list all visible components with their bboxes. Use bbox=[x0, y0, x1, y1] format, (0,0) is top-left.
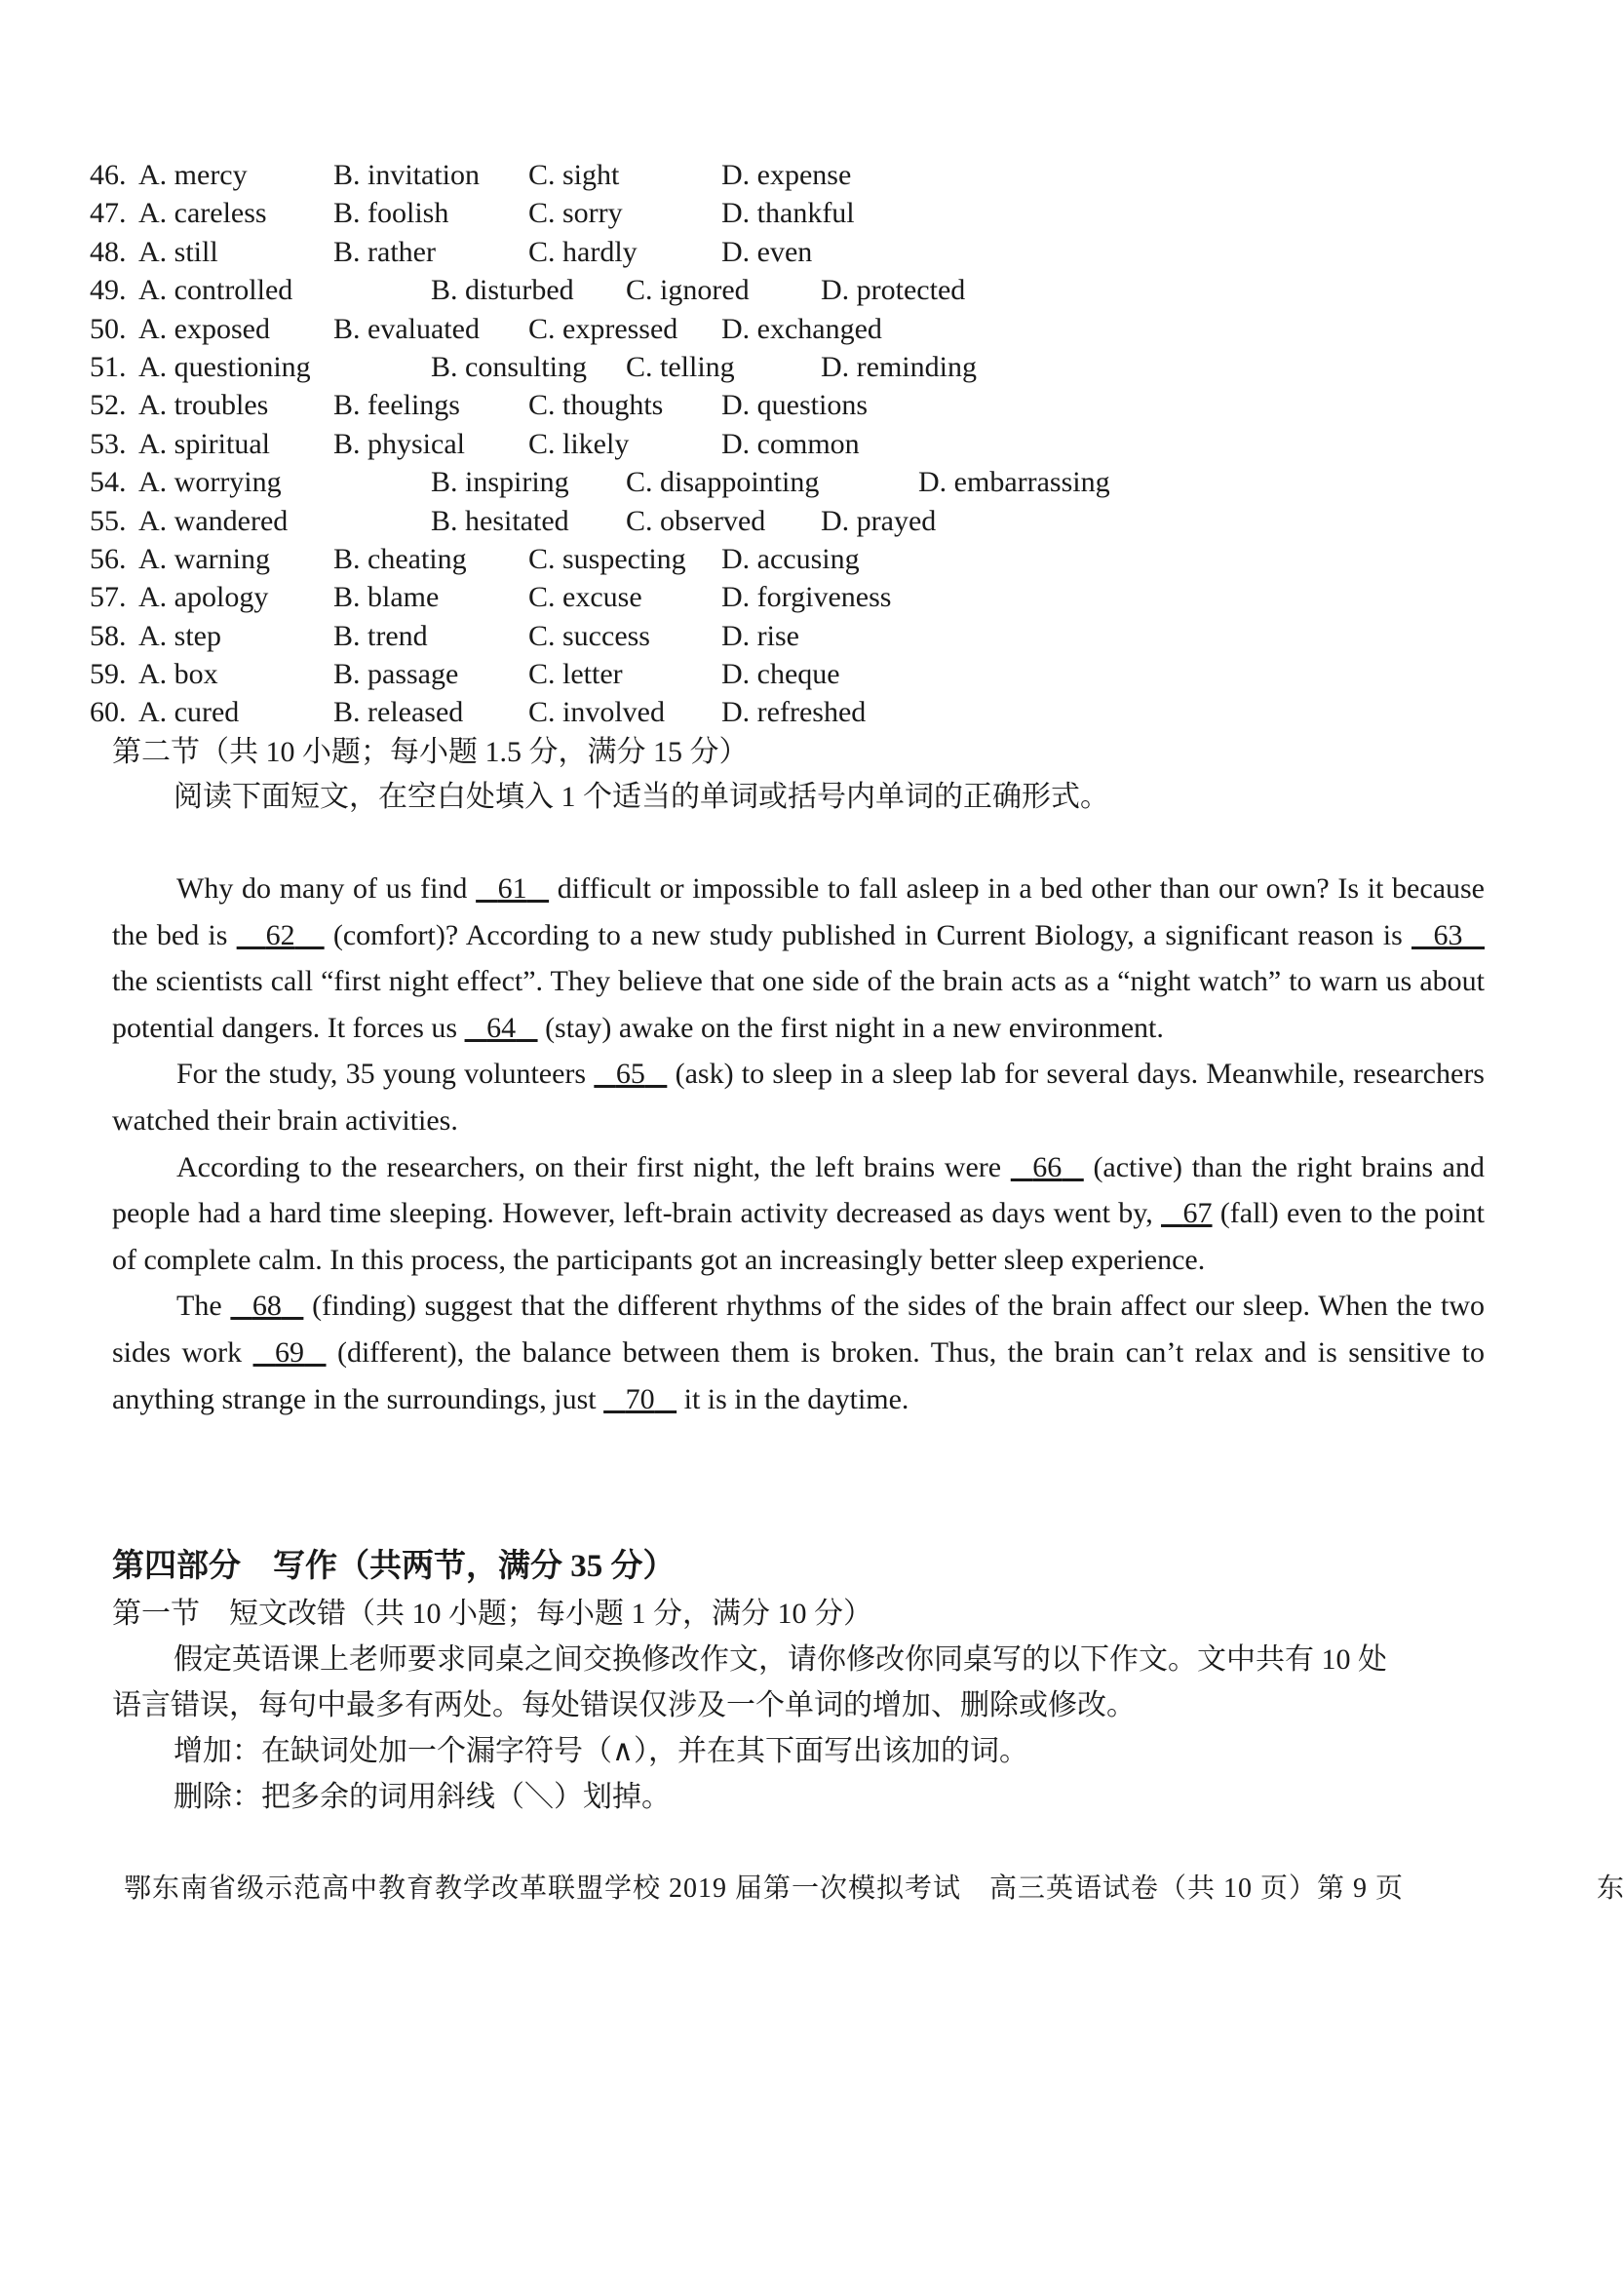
option-d[interactable]: D. protected bbox=[821, 274, 966, 307]
option-d[interactable]: D. reminding bbox=[821, 350, 977, 383]
option-b[interactable]: B. blame bbox=[333, 581, 440, 614]
question-number: 58. bbox=[90, 619, 127, 652]
option-a[interactable]: A. warning bbox=[138, 542, 270, 575]
option-b[interactable]: B. inspiring bbox=[431, 466, 569, 499]
option-b[interactable]: B. foolish bbox=[333, 197, 449, 230]
option-b[interactable]: B. feelings bbox=[333, 389, 460, 422]
option-a[interactable]: A. worrying bbox=[138, 466, 282, 499]
option-d[interactable]: D. exchanged bbox=[721, 312, 882, 345]
option-d[interactable]: D. rise bbox=[721, 619, 799, 652]
option-b[interactable]: B. trend bbox=[333, 619, 428, 652]
delete-rule: 删除：把多余的词用斜线（＼）划掉。 bbox=[174, 1781, 671, 1813]
question-number: 52. bbox=[90, 389, 127, 422]
blank-68[interactable]: 68 bbox=[251, 1290, 282, 1323]
passage-text: According to the researchers, on their first night, the left brains were bbox=[176, 1150, 1011, 1183]
question-number: 54. bbox=[90, 466, 127, 499]
blank-66[interactable]: 66 bbox=[1032, 1150, 1063, 1183]
passage-text: (active) than the right brains and people had a hard time sleeping. However, left-brain activity decreased as days went by, bbox=[112, 1150, 1485, 1230]
option-c[interactable]: C. expressed bbox=[528, 312, 678, 345]
question-number: 50. bbox=[90, 312, 127, 345]
blank-67[interactable]: 67 bbox=[1182, 1197, 1213, 1230]
section2-title: 第二节（共 10 小题；每小题 1.5 分，满分 15 分） bbox=[112, 736, 749, 768]
option-c[interactable]: C. observed bbox=[626, 504, 766, 537]
question-number: 46. bbox=[90, 159, 127, 191]
option-b[interactable]: B. physical bbox=[333, 427, 465, 460]
option-a[interactable]: A. careless bbox=[138, 197, 267, 230]
option-a[interactable]: A. questioning bbox=[138, 350, 311, 383]
option-b[interactable]: B. evaluated bbox=[333, 312, 480, 345]
option-b[interactable]: B. passage bbox=[333, 658, 459, 691]
option-a[interactable]: A. still bbox=[138, 235, 218, 268]
option-a[interactable]: A. box bbox=[138, 658, 218, 691]
option-b[interactable]: B. cheating bbox=[333, 542, 467, 575]
option-b[interactable]: B. invitation bbox=[333, 159, 480, 191]
blank-70[interactable]: 70 bbox=[625, 1382, 655, 1415]
passage-text: (ask) to sleep in a sleep lab for several days. Meanwhile, researchers watched their brain activities. bbox=[112, 1058, 1485, 1137]
option-c[interactable]: C. excuse bbox=[528, 581, 642, 614]
option-c[interactable]: C. hardly bbox=[528, 235, 638, 268]
page-footer: 鄂东南省级示范高中教育教学改革联盟学校 2019 届第一次模拟考试 高三英语试卷（共 10 页）第 9 页 bbox=[124, 1873, 1405, 1904]
section2-instruction: 阅读下面短文，在空白处填入 1 个适当的单词或括号内单词的正确形式。 bbox=[174, 781, 1109, 813]
option-d[interactable]: D. embarrassing bbox=[918, 466, 1110, 499]
option-d[interactable]: D. prayed bbox=[821, 504, 937, 537]
option-d[interactable]: D. forgiveness bbox=[721, 581, 892, 614]
option-c[interactable]: C. letter bbox=[528, 658, 623, 691]
add-rule: 增加：在缺词处加一个漏字符号（∧），并在其下面写出该加的词。 bbox=[174, 1735, 1028, 1767]
question-number: 53. bbox=[90, 427, 127, 460]
question-number: 51. bbox=[90, 350, 127, 383]
blank-63[interactable]: 63 bbox=[1433, 918, 1463, 951]
question-number: 57. bbox=[90, 581, 127, 614]
option-d[interactable]: D. refreshed bbox=[721, 696, 867, 729]
option-d[interactable]: D. thankful bbox=[721, 197, 855, 230]
passage bbox=[112, 866, 1485, 1422]
option-d[interactable]: D. accusing bbox=[721, 542, 860, 575]
option-d[interactable]: D. even bbox=[721, 235, 813, 268]
question-number: 60. bbox=[90, 696, 127, 729]
question-number: 55. bbox=[90, 504, 127, 537]
passage-text: (fall) even to the point of complete calm. In this process, the participants got an increasingly better sleep experience. bbox=[112, 1197, 1485, 1276]
part4-instruction-line1: 假定英语课上老师要求同桌之间交换修改作文，请你修改你同桌写的以下作文。文中共有 10 处 bbox=[174, 1643, 1387, 1676]
part4-section1-title: 第一节 短文改错（共 10 小题；每小题 1 分，满分 10 分） bbox=[112, 1598, 872, 1630]
option-d[interactable]: D. common bbox=[721, 427, 860, 460]
passage-paragraph bbox=[112, 866, 1485, 1051]
page-footer-edge: 东 bbox=[1597, 1873, 1624, 1904]
part4-title: 第四部分 写作（共两节，满分 35 分） bbox=[112, 1549, 676, 1584]
part4-instruction-line2: 语言错误，每句中最多有两处。每处错误仅涉及一个单词的增加、删除或修改。 bbox=[112, 1689, 1136, 1721]
option-b[interactable]: B. hesitated bbox=[431, 504, 569, 537]
option-d[interactable]: D. cheque bbox=[721, 658, 840, 691]
option-c[interactable]: C. suspecting bbox=[528, 542, 686, 575]
option-b[interactable]: B. consulting bbox=[431, 350, 588, 383]
option-c[interactable]: C. sight bbox=[528, 159, 620, 191]
option-a[interactable]: A. mercy bbox=[138, 159, 248, 191]
passage-text: The bbox=[176, 1290, 231, 1323]
option-c[interactable]: C. likely bbox=[528, 427, 630, 460]
option-c[interactable]: C. telling bbox=[626, 350, 735, 383]
passage-paragraph bbox=[112, 1283, 1485, 1422]
blank-65[interactable]: 65 bbox=[615, 1058, 645, 1091]
passage-text: (stay) awake on the first night in a new environment. bbox=[537, 1011, 1164, 1044]
option-a[interactable]: A. controlled bbox=[138, 274, 293, 307]
option-a[interactable]: A. spiritual bbox=[138, 427, 270, 460]
option-c[interactable]: C. involved bbox=[528, 696, 665, 729]
blank-62[interactable]: 62 bbox=[265, 918, 295, 951]
option-c[interactable]: C. thoughts bbox=[528, 389, 664, 422]
option-c[interactable]: C. ignored bbox=[626, 274, 750, 307]
question-number: 47. bbox=[90, 197, 127, 230]
blank-64[interactable]: 64 bbox=[486, 1011, 517, 1044]
question-number: 56. bbox=[90, 542, 127, 575]
option-d[interactable]: D. questions bbox=[721, 389, 868, 422]
passage-text: (different), the balance between them is broken. Thus, the brain can’t relax and is sensitive to anything strange in the surroundings, just bbox=[112, 1335, 1485, 1415]
question-number: 59. bbox=[90, 658, 127, 691]
passage-text: (comfort)? According to a new study published in Current Biology, a significant reason is bbox=[324, 918, 1411, 951]
option-a[interactable]: A. wandered bbox=[138, 504, 289, 537]
option-b[interactable]: B. disturbed bbox=[431, 274, 574, 307]
passage-text: For the study, 35 young volunteers bbox=[176, 1058, 595, 1091]
option-d[interactable]: D. expense bbox=[721, 159, 852, 191]
option-c[interactable]: C. disappointing bbox=[626, 466, 820, 499]
option-b[interactable]: B. released bbox=[333, 696, 464, 729]
passage-paragraph bbox=[112, 1144, 1485, 1284]
option-a[interactable]: A. troubles bbox=[138, 389, 269, 422]
passage-text: difficult or impossible to fall asleep in a bed other than our own? Is it because the bed is bbox=[112, 872, 1485, 951]
question-number: 48. bbox=[90, 235, 127, 268]
question-number: 49. bbox=[90, 274, 127, 307]
option-a[interactable]: A. exposed bbox=[138, 312, 270, 345]
option-b[interactable]: B. rather bbox=[333, 235, 436, 268]
option-a[interactable]: A. step bbox=[138, 619, 221, 652]
passage-paragraph bbox=[112, 1051, 1485, 1143]
option-c[interactable]: C. sorry bbox=[528, 197, 623, 230]
passage-text: (finding) suggest that the different rhythms of the sides of the brain affect our sleep. When the two sides work bbox=[112, 1290, 1485, 1369]
blank-69[interactable]: 69 bbox=[275, 1335, 305, 1369]
passage-text: Why do many of us find bbox=[176, 872, 477, 905]
passage-text: it is in the daytime. bbox=[677, 1382, 909, 1415]
option-c[interactable]: C. success bbox=[528, 619, 650, 652]
blank-61[interactable]: 61 bbox=[497, 872, 527, 905]
option-a[interactable]: A. cured bbox=[138, 696, 240, 729]
option-a[interactable]: A. apology bbox=[138, 581, 269, 614]
passage-text: the scientists call “first night effect”. They believe that one side of the brain acts as a “night watch” to warn us about potential dangers. It forces us bbox=[112, 965, 1485, 1044]
